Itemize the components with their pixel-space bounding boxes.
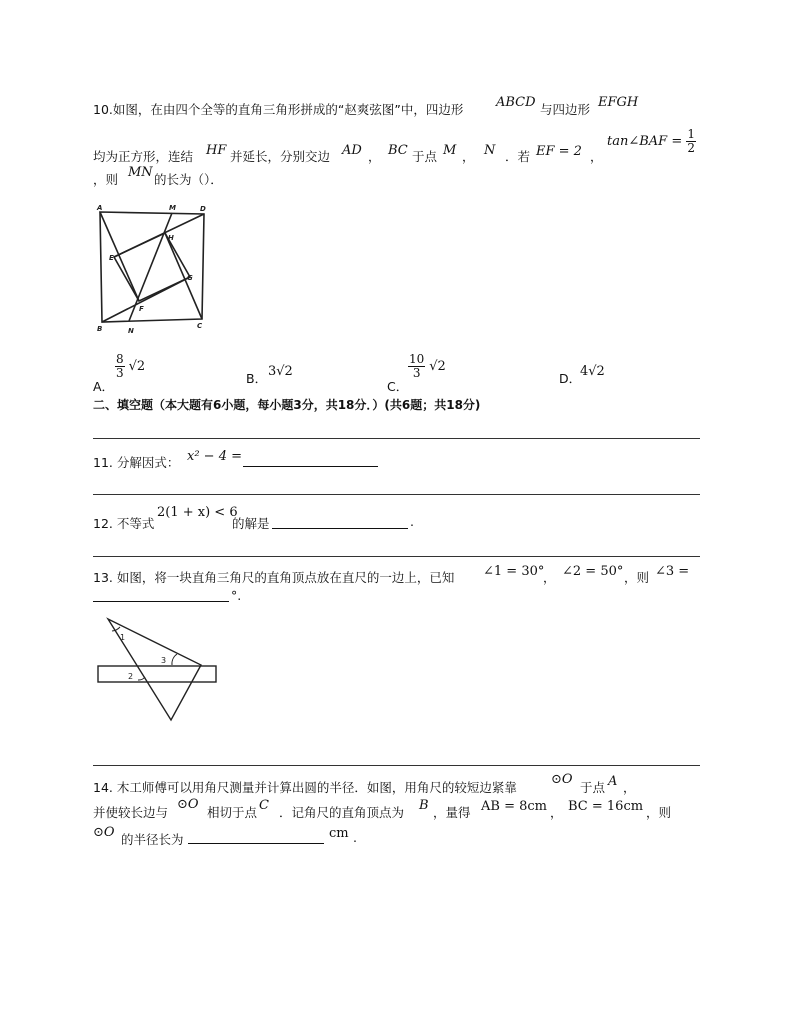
q12-text-a: 12. 不等式 bbox=[93, 516, 155, 531]
q10-mn: MN bbox=[128, 165, 153, 180]
q10-line2a: 均为正方形，连结 bbox=[93, 149, 194, 164]
option-a-fraction bbox=[115, 353, 125, 380]
q14-text-a: 14. 木工师傅可以用角尺测量并计算出圆的半径．如图，用角尺的较短边紧靠 bbox=[93, 780, 517, 795]
q10-abcd: ABCD bbox=[496, 95, 536, 110]
q12-end: . bbox=[410, 514, 414, 529]
angle-label-1: 1 bbox=[120, 633, 126, 642]
q12-expr: 2(1 + x) < 6 bbox=[157, 505, 238, 520]
q10-ad: AD bbox=[342, 143, 362, 158]
q13-angle2: ∠2 = 50° bbox=[562, 564, 624, 579]
q10-and: 与四边形 bbox=[540, 102, 591, 117]
q10-line1 bbox=[93, 100, 463, 118]
label-b: B bbox=[97, 325, 103, 333]
q13-text-a: 13. 如图，将一块直角三角尺的直角顶点放在直尺的一边上，已知 bbox=[93, 570, 455, 585]
q10-line3b: 的长为（）． bbox=[154, 172, 223, 187]
q10-hf: HF bbox=[206, 143, 227, 158]
q10-tan-den: 2 bbox=[687, 141, 696, 155]
option-c-num: 10 bbox=[409, 352, 425, 366]
q13-end: °. bbox=[231, 588, 242, 603]
q14-ab: AB = 8cm bbox=[481, 799, 547, 814]
q14-sep-1: ， bbox=[623, 780, 636, 795]
q10-option-c-letter: C． bbox=[387, 379, 409, 394]
ruler bbox=[98, 666, 216, 682]
label-a: A bbox=[97, 204, 103, 212]
q13-figure bbox=[94, 616, 220, 726]
q14-radius-text: 的半径长为 bbox=[121, 832, 184, 847]
q12-text-b: 的解是 bbox=[232, 516, 270, 531]
q10-option-d-value: 4√2 bbox=[580, 364, 605, 379]
q11-text: 11. 分解因式： bbox=[93, 455, 180, 470]
q11-answer-blank[interactable] bbox=[243, 466, 378, 467]
q11-expr: x² − 4 = bbox=[187, 449, 242, 464]
q14-bc: BC = 16cm bbox=[568, 799, 644, 814]
label-e: E bbox=[109, 254, 114, 262]
option-a-radical: √2 bbox=[128, 359, 146, 374]
q10-tan-left: tan∠BAF = bbox=[607, 134, 683, 149]
q10-number: 10. bbox=[93, 102, 113, 117]
q10-option-b-value: 3√2 bbox=[268, 364, 293, 379]
q10-tan bbox=[607, 128, 696, 155]
divider-3 bbox=[93, 556, 700, 557]
q10-sep3: ， bbox=[590, 149, 603, 164]
q13-then: ，则 bbox=[624, 570, 650, 585]
q14-circle-o-1: ⊙O bbox=[551, 772, 573, 787]
divider-2 bbox=[93, 494, 700, 495]
q10-option-c-value bbox=[408, 353, 446, 380]
option-a-num: 8 bbox=[116, 352, 124, 366]
square-efgh bbox=[114, 233, 190, 301]
q14-circle-o-3: ⊙O bbox=[93, 825, 115, 840]
q10-line2b: 并延长，分别交边 bbox=[230, 149, 331, 164]
q13-angle1: ∠1 = 30° bbox=[483, 564, 545, 579]
q10-figure bbox=[90, 200, 220, 336]
q14-sep-2: ， bbox=[550, 805, 563, 820]
q10-sep1: ， bbox=[368, 149, 381, 164]
q10-bc: BC bbox=[388, 143, 408, 158]
q10-tan-fraction bbox=[686, 128, 696, 155]
q10-option-d-letter: D． bbox=[559, 371, 582, 386]
q14-end: . bbox=[353, 830, 357, 845]
q10-ef: EF = 2 bbox=[536, 144, 582, 159]
label-m: M bbox=[169, 204, 176, 212]
label-c: C bbox=[197, 322, 203, 330]
label-f: F bbox=[139, 305, 144, 313]
angle-label-3: 3 bbox=[161, 656, 167, 665]
q13-answer-blank[interactable] bbox=[93, 601, 229, 602]
q10-option-b-letter: B． bbox=[246, 371, 268, 386]
label-n: N bbox=[128, 327, 134, 335]
q10-option-a-letter: A． bbox=[93, 379, 115, 394]
q13-angle3: ∠3 = bbox=[655, 564, 690, 579]
option-c-fraction bbox=[408, 353, 425, 380]
q10-sep2: ， bbox=[462, 149, 475, 164]
q10-m: M bbox=[443, 143, 457, 158]
section-2-title: 二、填空题（本大题有6小题，每小题3分，共18分．）(共6题；共18分) bbox=[93, 398, 481, 412]
square-abcd bbox=[100, 212, 204, 322]
angle-label-2: 2 bbox=[128, 672, 134, 681]
q12-answer-blank[interactable] bbox=[272, 528, 408, 529]
q10-tan-num: 1 bbox=[687, 127, 696, 141]
option-c-den: 3 bbox=[412, 366, 421, 380]
q14-at-point: 于点 bbox=[580, 780, 606, 795]
q14-text-b: 并使较长边与 bbox=[93, 805, 169, 820]
q10-efgh: EFGH bbox=[598, 95, 639, 110]
q14-measure: ，量得 bbox=[433, 805, 471, 820]
label-d: D bbox=[200, 205, 206, 213]
q14-tangent-at: 相切于点 bbox=[207, 805, 258, 820]
q10-n: N bbox=[484, 143, 496, 158]
q10-if: ．若 bbox=[505, 149, 531, 164]
q14-b: B bbox=[419, 798, 429, 813]
option-a-den: 3 bbox=[116, 366, 124, 380]
label-h: H bbox=[168, 234, 174, 242]
q14-circle-o-2: ⊙O bbox=[177, 797, 199, 812]
divider-1 bbox=[93, 438, 700, 439]
q10-text-1: 如图，在由四个全等的直角三角形拼成的“赵爽弦图”中，四边形 bbox=[112, 102, 464, 117]
option-c-radical: √2 bbox=[429, 359, 446, 374]
q14-unit: cm bbox=[329, 826, 349, 841]
q14-answer-blank[interactable] bbox=[188, 843, 324, 844]
q10-option-a-value bbox=[115, 353, 145, 380]
q13-sep: ， bbox=[543, 570, 556, 585]
q10-at-points: 于点 bbox=[412, 149, 438, 164]
q14-text-c: ．记角尺的直角顶点为 bbox=[279, 805, 405, 820]
q10-line3a: ，则 bbox=[93, 172, 119, 187]
label-g: G bbox=[187, 274, 193, 282]
q14-then: ，则 bbox=[646, 805, 672, 820]
q14-a: A bbox=[608, 774, 618, 789]
divider-4 bbox=[93, 765, 700, 766]
q14-c: C bbox=[259, 798, 269, 813]
